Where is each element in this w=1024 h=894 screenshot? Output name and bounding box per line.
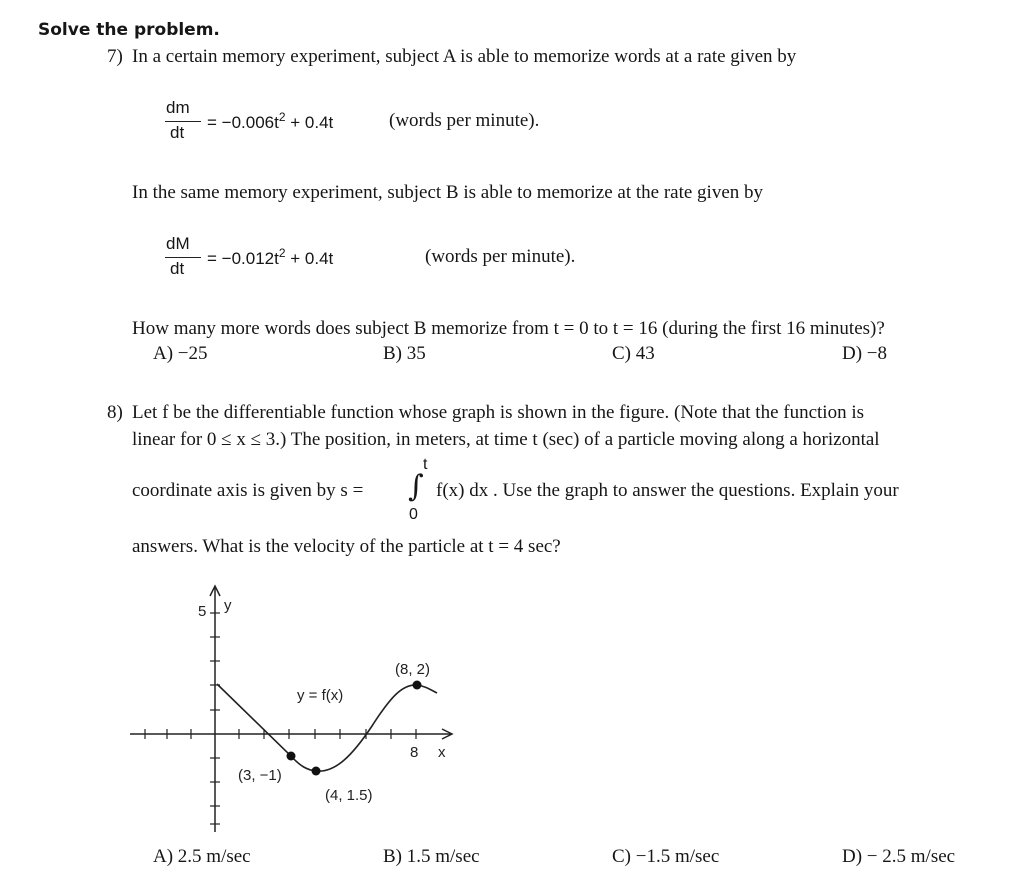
q8-line3-pre: coordinate axis is given by s = xyxy=(132,480,364,501)
q8-line2: linear for 0 ≤ x ≤ 3.) The position, in meters, at time t (sec) of a particle moving along a horizontal xyxy=(132,429,880,450)
eqB-rhs-post: + 0.4t xyxy=(285,249,334,268)
eqA-exponent: 2 xyxy=(278,110,286,124)
y-tick-label-5: 5 xyxy=(198,603,207,620)
integral-sign: ∫ xyxy=(408,469,424,504)
eqA-rhs-post: + 0.4t xyxy=(285,113,334,132)
eqA-denominator: dt xyxy=(170,123,185,142)
q7-number: 7) xyxy=(107,46,123,67)
eqB-exponent: 2 xyxy=(278,246,286,260)
q7-question: How many more words does subject B memorize from t = 0 to t = 16 (during the first 16 minutes)? xyxy=(132,318,885,339)
eqB-fraction-bar xyxy=(165,257,201,258)
q8-line4: answers. What is the velocity of the particle at t = 4 sec? xyxy=(132,536,561,557)
q8-number: 8) xyxy=(107,402,123,423)
q8-integrand-text: f(x) dx . Use the graph to answer the questions. Explain your xyxy=(436,480,899,501)
eqA-rhs-pre: = −0.006t xyxy=(207,113,279,132)
eqB-denominator: dt xyxy=(170,259,185,278)
eqA-numerator: dm xyxy=(166,98,190,117)
point-8-2 xyxy=(413,681,422,690)
function-label: y = f(x) xyxy=(297,687,344,704)
y-axis-label: y xyxy=(224,597,232,614)
q7-choice-b[interactable]: B) 35 xyxy=(383,343,426,364)
q8-line1: Let f be the differentiable function whose graph is shown in the figure. (Note that the function is xyxy=(132,402,865,423)
x-axis-label: x xyxy=(438,744,446,761)
section-heading: Solve the problem. xyxy=(38,20,220,40)
eqB-rhs xyxy=(207,246,333,269)
function-graph xyxy=(120,580,480,840)
q8-choice-d[interactable]: D) − 2.5 m/sec xyxy=(842,846,956,867)
eqB-units: (words per minute). xyxy=(425,246,576,267)
q7-choice-a[interactable]: A) −25 xyxy=(153,343,208,364)
point-label-4-1.5: (4, 1.5) xyxy=(325,787,373,804)
point-label-8-2: (8, 2) xyxy=(395,661,431,678)
integral-lower-limit: 0 xyxy=(409,506,418,523)
eqB-numerator: dM xyxy=(166,234,190,253)
q8-choice-c[interactable]: C) −1.5 m/sec xyxy=(612,846,720,867)
eqB-rhs-pre: = −0.012t xyxy=(207,249,279,268)
q8-choice-b[interactable]: B) 1.5 m/sec xyxy=(383,846,480,867)
x-tick-label-8: 8 xyxy=(410,744,419,761)
q7-choice-d[interactable]: D) −8 xyxy=(842,343,888,364)
point-3-neg1 xyxy=(287,752,296,761)
point-label-3-neg1: (3, −1) xyxy=(238,767,282,784)
eqA-fraction-bar xyxy=(165,121,201,122)
q7-mid-text: In the same memory experiment, subject B is able to memorize at the rate given by xyxy=(132,182,764,203)
q7-intro: In a certain memory experiment, subject A is able to memorize words at a rate given by xyxy=(132,46,797,67)
q8-choice-a[interactable]: A) 2.5 m/sec xyxy=(153,846,251,867)
q7-choice-c[interactable]: C) 43 xyxy=(612,343,655,364)
integral-upper-limit: t xyxy=(423,456,428,473)
eqA-rhs xyxy=(207,110,333,133)
point-4 xyxy=(312,767,321,776)
eqA-units: (words per minute). xyxy=(389,110,540,131)
